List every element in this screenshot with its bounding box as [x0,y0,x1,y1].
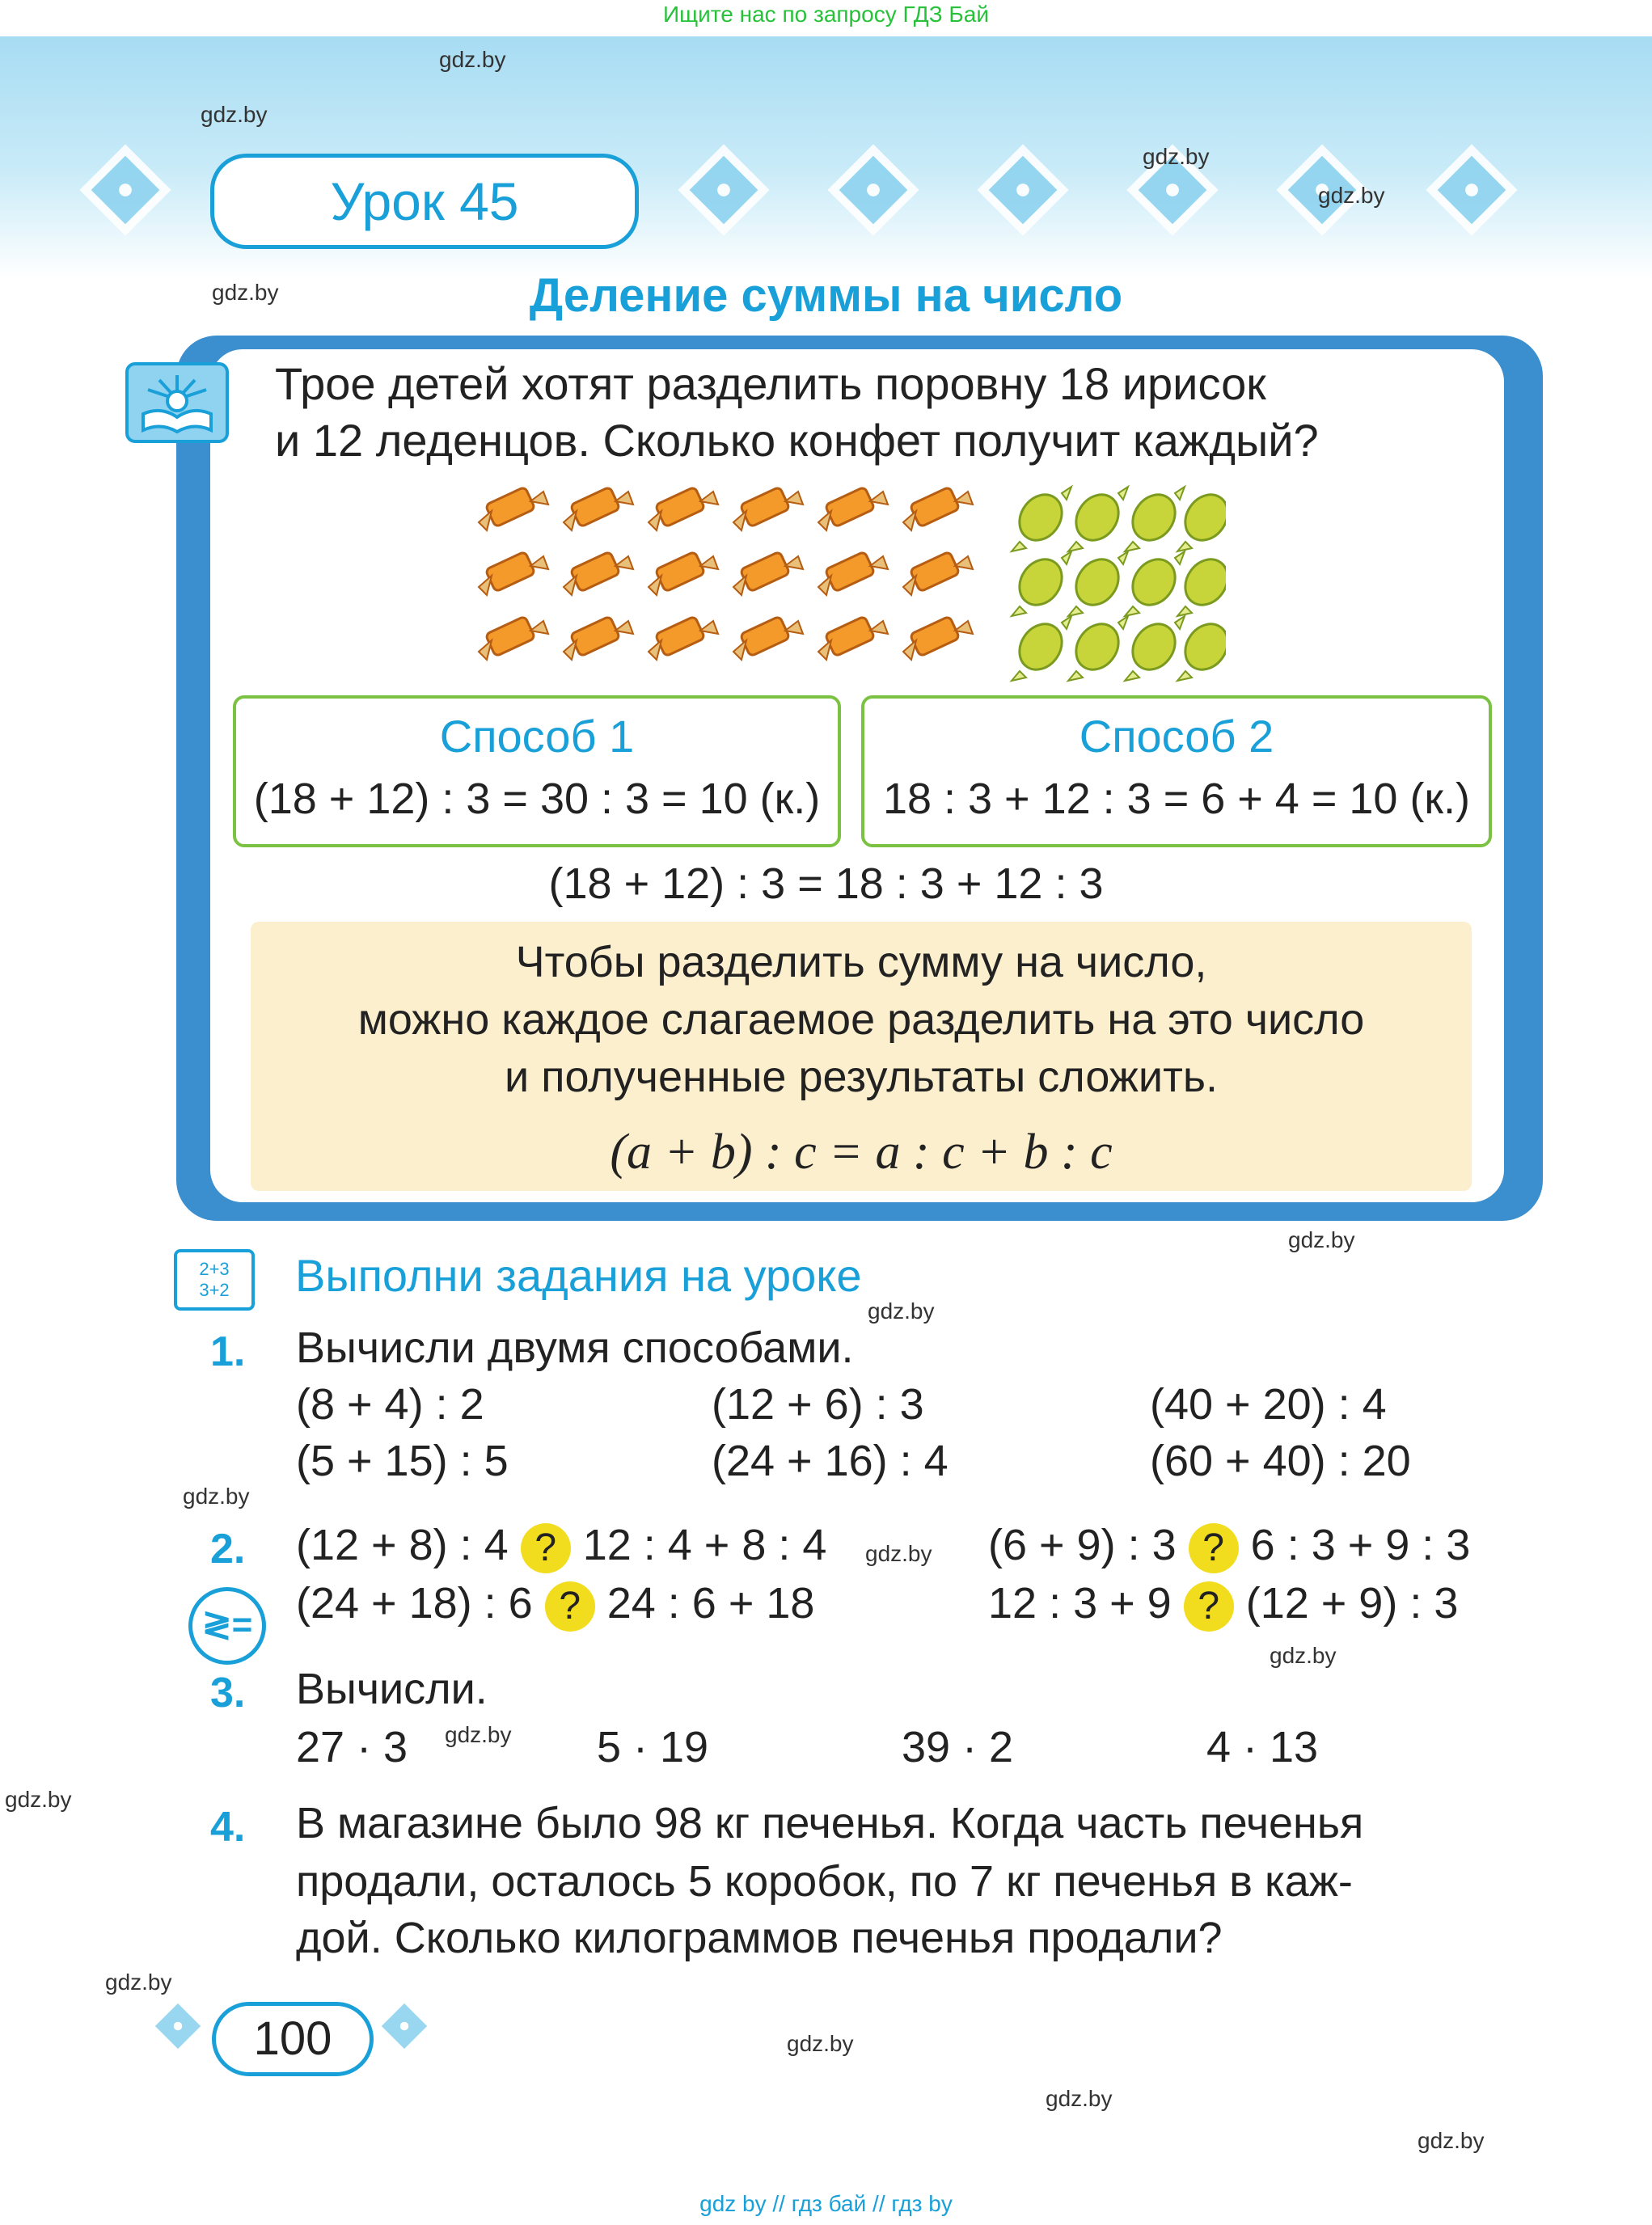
snowflake-ornament-icon [370,1992,439,2061]
question-mark-icon[interactable]: ? [545,1581,595,1632]
watermark: gdz.by [212,280,279,305]
way-2-title: Способ 2 [1079,711,1274,762]
task-3-number: 3. [210,1670,246,1716]
rule-text [251,934,1472,1106]
watermark: gdz.by [445,1722,512,1747]
expr: (12 + 9) : 3 [1245,1579,1459,1628]
watermark: gdz.by [1288,1227,1355,1252]
task-4-line-1: В магазине было 98 кг печенья. Когда часть печенья [296,1799,1364,1847]
way-1-box [233,695,841,847]
top-search-hint[interactable]: Ищите нас по запросу ГДЗ Бай [662,2,990,27]
way-2-equation: 18 : 3 + 12 : 3 = 6 + 4 = 10 (к.) [882,775,1471,823]
watermark: gdz.by [1143,144,1210,169]
watermark: gdz.by [439,47,506,72]
task-2-row-1b [988,1520,1470,1573]
watermark: gdz.by [1270,1643,1337,1668]
candies-illustration [474,483,1226,686]
task-2-row-1a [296,1520,826,1573]
task-4-line-2: продали, осталось 5 коробок, по 7 кг печенья в каж- [296,1857,1353,1906]
watermark: gdz.by [787,2031,854,2056]
task-4-number: 4. [210,1804,246,1851]
task-2-row-2a [296,1578,814,1632]
task-1-item: (12 + 6) : 3 [712,1380,924,1429]
snowflake-ornament-icon [144,1992,213,2061]
task-3-item: 4 · 13 [1206,1723,1319,1771]
rule-line-1: Чтобы разделить сумму на число, [515,938,1207,986]
footer-links[interactable]: gdz by // гдз бай // гдз by [699,2191,953,2216]
book-sun-icon [125,362,229,443]
rule-line-3: и полученные результаты сложить. [505,1053,1218,1101]
watermark: gdz.by [183,1484,250,1509]
watermark: gdz.by [1418,2128,1485,2153]
task-1-item: (60 + 40) : 20 [1150,1437,1411,1485]
task-3-item: 39 · 2 [902,1723,1014,1771]
watermark: gdz.by [201,102,268,127]
task-3-item: 5 · 19 [597,1723,709,1771]
task-1-item: (24 + 16) : 4 [712,1437,949,1485]
question-mark-icon[interactable]: ? [1184,1581,1234,1632]
expr: 12 : 3 + 9 [988,1579,1172,1628]
problem-text [275,356,1472,469]
watermark: gdz.by [5,1787,72,1812]
task-1-item: (5 + 15) : 5 [296,1437,509,1485]
watermark: gdz.by [865,1541,932,1566]
expr: 6 : 3 + 9 : 3 [1250,1521,1471,1569]
task-1-item: (8 + 4) : 2 [296,1380,484,1429]
page-number: 100 [212,2002,374,2076]
task-2-row-2b [988,1578,1458,1632]
task-1-item: (40 + 20) : 4 [1150,1380,1387,1429]
lollipop-icon [1011,487,1226,681]
task-1-number: 1. [210,1328,246,1375]
lesson-title: Деление суммы на число [529,269,1123,322]
board-icon [174,1249,255,1311]
compare-icon: ≷= [188,1587,266,1665]
watermark: gdz.by [1318,183,1385,208]
problem-line-1: Трое детей хотят разделить поровну 18 ирисок [275,358,1266,409]
task-1-text: Вычисли двумя способами. [296,1324,854,1372]
rule-line-2: можно каждое слагаемое разделить на это число [357,995,1365,1044]
expr: 24 : 6 + 18 [606,1579,815,1628]
toffee-icon [479,487,973,660]
problem-line-2: и 12 леденцов. Сколько конфет получит каждый? [275,415,1319,466]
task-3-item: 27 · 3 [296,1723,408,1771]
expr: (12 + 8) : 4 [296,1521,509,1569]
board-icon-line-2: 3+2 [199,1280,230,1300]
expr: (6 + 9) : 3 [988,1521,1177,1569]
question-mark-icon[interactable]: ? [1189,1523,1239,1573]
task-3-text: Вычисли. [296,1665,488,1713]
identity-equation: (18 + 12) : 3 = 18 : 3 + 12 : 3 [548,859,1104,908]
lesson-number: Урок 45 [210,154,639,249]
task-2-number: 2. [210,1526,246,1573]
expr: 12 : 4 + 8 : 4 [582,1521,827,1569]
board-icon-line-1: 2+3 [199,1259,230,1279]
task-4-line-3: дой. Сколько килограммов печенья продали? [296,1914,1223,1962]
section-heading: Выполни задания на уроке [295,1250,862,1301]
watermark: gdz.by [1046,2086,1113,2111]
way-1-title: Способ 1 [439,711,635,762]
way-1-equation: (18 + 12) : 3 = 30 : 3 = 10 (к.) [253,775,821,823]
way-2-box [861,695,1492,847]
watermark: gdz.by [868,1298,935,1324]
question-mark-icon[interactable]: ? [521,1523,571,1573]
expr: (24 + 18) : 6 [296,1579,533,1628]
watermark: gdz.by [105,1970,172,1995]
rule-formula: (a + b) : c = a : c + b : c [610,1125,1113,1180]
